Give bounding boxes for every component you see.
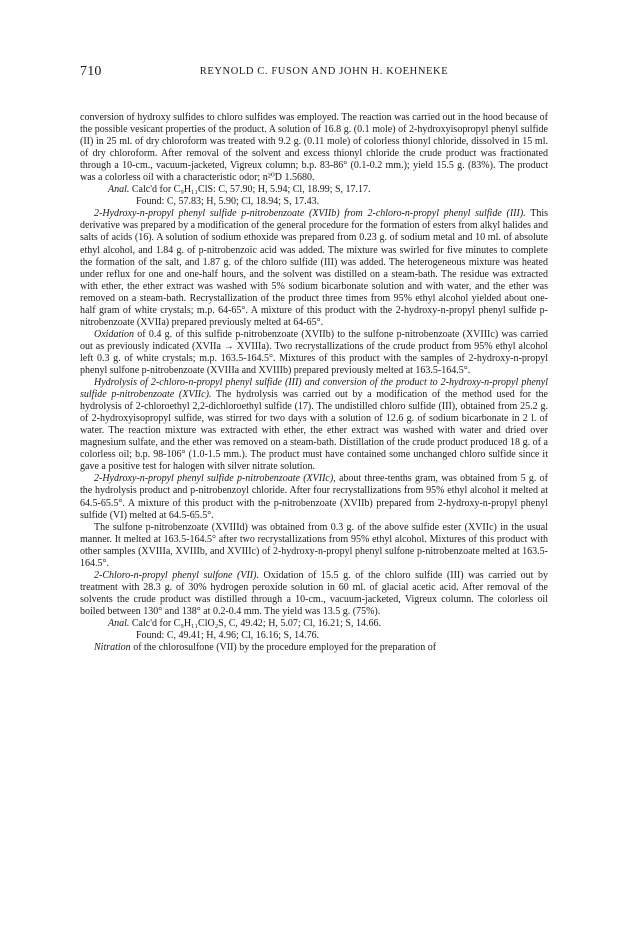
section-title: Hydrolysis of 2-chloro-n-propyl phenyl sulfide (III) and conversion of the product to 2-hydroxy-n-propyl phenyl sulfide p-nitrobenzoate (XVIIc). bbox=[80, 377, 548, 401]
paragraph-text: The sulfone p-nitrobenzoate (XVIIId) was obtained from 0.3 g. of the above sulfide ester (XVIIc) in the usual manner. It melted at 163.5-164.5° after two recrystallizations from 95% ethyl alcohol. Mixtures of this product with other samples (XVIIIa, XVIIIb, and XVIIIc) of 2-hydroxy-n-propyl phenyl sulfone p-nitrobenzoate melted at 163.5-164.5°. bbox=[80, 521, 548, 569]
body-paragraph bbox=[80, 208, 548, 328]
page-header bbox=[80, 64, 548, 84]
analysis-found bbox=[80, 630, 548, 642]
paragraph-text: of 0.4 g. of this sulfide p-nitrobenzoate (XVIIb) to the sulfone p-nitrobenzoate (XVIIIc) was carried out as previously indicated (XVIIa → XVIIIa). Two recrystallizations of the crude product from 95% ethyl alcohol left 0.3 g. of white crystals; m.p. 163.5-164.5°. Mixtures of this product with the samples of 2-hydroxy-n-propyl phenyl sulfone p-nitrobenzoate (XVIIIa and XVIIIb) prepared previously melted at 163.5-164.5°. bbox=[80, 328, 549, 376]
section-title: 2-Hydroxy-n-propyl phenyl sulfide p-nitrobenzoate (XVIIc), bbox=[94, 473, 336, 485]
section-title: Oxidation bbox=[94, 328, 134, 340]
body-paragraph bbox=[80, 642, 548, 654]
body-paragraph bbox=[80, 329, 548, 377]
section-title: 2-Hydroxy-n-propyl phenyl sulfide p-nitrobenzoate (XVIIb) from 2-chloro-n-propyl phenyl sulfide (III). bbox=[94, 208, 526, 220]
section-title: Nitration bbox=[94, 642, 131, 654]
analysis-found-text: Found: C, 49.41; H, 4.96; Cl, 16.16; S, 14.76. bbox=[136, 630, 320, 642]
page-number: 710 bbox=[80, 64, 102, 79]
paragraph-text: about three-tenths gram, was obtained from 5 g. of the hydrolysis product and p-nitrobenzoyl chloride. After four recrystallizations from 95% ethyl alcohol it melted at 64.5-65.5°. A mixture of this product with the p-nitrobenzoate (XVIIb) prepared from 2-hydroxy-n-propyl phenyl sulfide (VI) melted at 64.5-65.5°. bbox=[80, 473, 548, 521]
running-head: REYNOLD C. FUSON AND JOHN H. KOEHNEKE bbox=[199, 66, 449, 77]
section-title: 2-Chloro-n-propyl phenyl sulfone (VII). bbox=[94, 569, 259, 581]
body-paragraph bbox=[80, 473, 548, 521]
analysis-label: Anal. bbox=[108, 617, 130, 629]
analysis-label: Anal. bbox=[108, 184, 130, 196]
analysis-found-text: Found: C, 57.83; H, 5.90; Cl, 18.94; S, 17.43. bbox=[136, 196, 320, 208]
analysis-text: Calc'd for C₉H₁₁ClO₂S, C, 49.42; H, 5.07; Cl, 16.21; S, 14.66. bbox=[131, 617, 381, 629]
paragraph-text: conversion of hydroxy sulfides to chloro sulfides was employed. The reaction was carried out in the hood because of the possible vesicant properties of the product. A solution of 16.8 g. (0.1 mole) of 2-hydroxyisopropyl phenyl sulfide (II) in 25 ml. of dry chloroform was treated with 9.2 g. (0.11 mole) of colorless thionyl chloride, dissolved in 15 ml. of dry chloroform. After removal of the solvent and excess thionyl chloride the crude product was fractionated through a 10-cm., vacuum-jacketed, Vigreux column; b.p. 83-86° (0.1-0.2 mm.); yield 15.5 g. (83%). The product was a colorless oil with a characteristic odor; n²⁰D 1.5680. bbox=[80, 112, 548, 184]
analysis-calculated bbox=[80, 618, 548, 630]
analysis-calculated bbox=[80, 184, 548, 196]
body-paragraph bbox=[80, 377, 548, 473]
analysis-found bbox=[80, 196, 548, 208]
body-paragraph bbox=[80, 570, 548, 618]
paragraph-text: of the chlorosulfone (VII) by the procedure employed for the preparation of bbox=[133, 642, 437, 654]
paragraph-text: The hydrolysis was carried out by a modification of the method used for the hydrolysis of 2-chloroethyl 2,2-dichloroethyl sulfide (17). The undistilled chloro sulfide (III), obtained from 25.2 g. of 2-hydroxyisopropyl sulfide, was stirred for two days with a solution of 12.6 g. of sodium bicarbonate in 2 l. of water. The reaction mixture was extracted with ether, the ether extract was washed with water and dried over magnesium sulfate, and the ether was removed on a steam-bath. Distillation of the crude product produced 18 g. of a colorless oil; b.p. 98-106° (1.0-1.5 mm.). The product must have contained some unchanged chloro sulfide since it gave a positive test for halogen with silver nitrate solution. bbox=[80, 389, 548, 473]
body-paragraph bbox=[80, 522, 548, 570]
analysis-text: Calc'd for C₉H₁₁ClS: C, 57.90; H, 5.94; Cl, 18.99; S, 17.17. bbox=[131, 184, 371, 196]
journal-page bbox=[80, 64, 548, 654]
body-paragraph bbox=[80, 112, 548, 184]
paragraph-text: This derivative was prepared by a modification of the general procedure for the formation of esters from alkyl halides and salts of acids (16). A solution of sodium ethoxide was prepared from 0.23 g. of sodium metal and 10 ml. of absolute ethyl alcohol, and 1.84 g. of p-nitrobenzoic acid was added. The mixture was swirled for five minutes to complete the formation of the salt, and 1.87 g. of the chloro sulfide (III) was added. The heterogeneous mixture was heated under reflux for one and one-half hours, and the solvent was distilled on a steam-bath. The residue was extracted with ether, the ether extract was washed with 5% sodium bicarbonate solution and with water, and the ether was removed on a steam-bath. Recrystallization of the product three times from 95% ethyl alcohol yielded about one-half gram of white crystals; m.p. 64-65°. A mixture of this product with the 2-hydroxy-n-propyl phenyl sulfide p-nitrobenzoate (XVIIa) prepared previously melted at 64-65°. bbox=[80, 208, 548, 328]
article-body bbox=[80, 112, 548, 654]
paragraph-text: Oxidation of 15.5 g. of the chloro sulfide (III) was carried out by treatment with 28.3 g. of 30% hydrogen peroxide solution in 60 ml. of glacial acetic acid. After removal of the solvents the crude product was distilled through a 10-cm., vacuum-jacketed, Vigreux column. The colorless oil boiled between 130° and 138° at 0.2-0.4 mm. The yield was 13.5 g. (75%). bbox=[80, 569, 549, 617]
